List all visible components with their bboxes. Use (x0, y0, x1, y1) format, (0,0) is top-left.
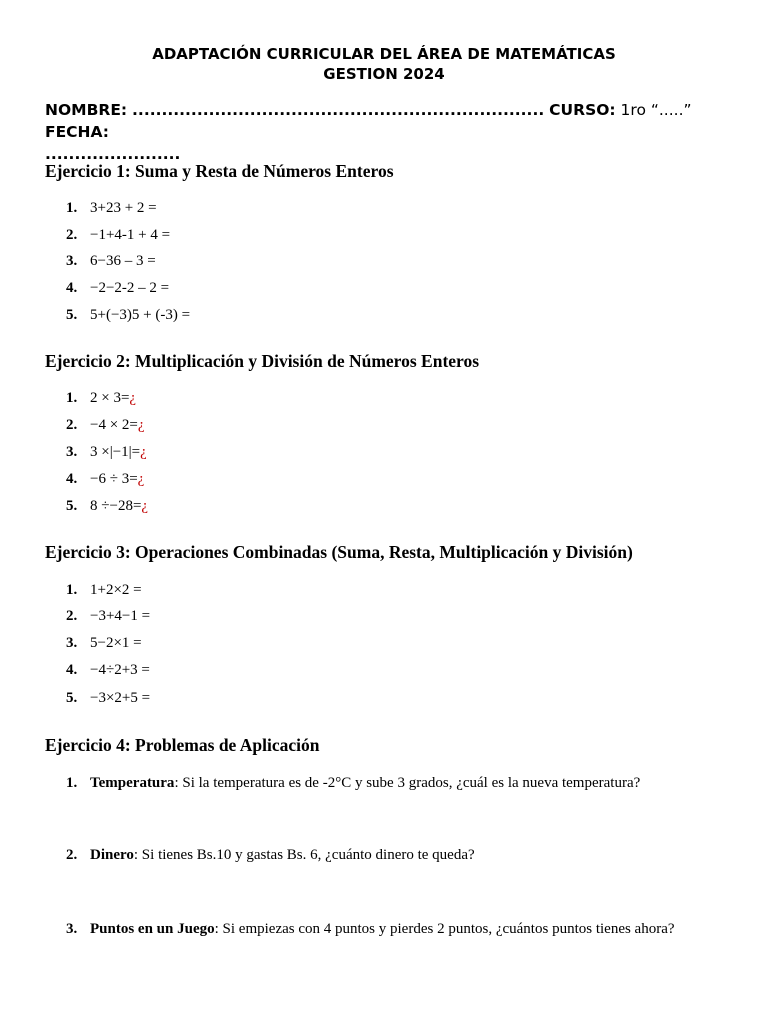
list-item: 5. −3×2+5 = (66, 690, 151, 706)
list-item: 5. 5+(−3)5 + (-3) = (66, 307, 191, 323)
curso-label: CURSO: (549, 101, 616, 119)
fecha-label: FECHA: (45, 123, 110, 141)
exercise-2-heading: Ejercicio 2: Multiplicación y División de Números Enteros (45, 351, 480, 371)
list-item: 3. 3 ×|−1|=¿ (66, 444, 147, 460)
exercise-4-heading: Ejercicio 4: Problemas de Aplicación (45, 735, 320, 755)
list-item: 1. 1+2×2 = (66, 582, 142, 598)
list-item: 2. −1+4-1 + 4 = (66, 227, 171, 243)
document-subtitle: GESTION 2024 (323, 65, 445, 83)
list-item: 2. Dinero: Si tienes Bs.10 y gastas Bs. 6, ¿cuánto dinero te queda? (66, 847, 475, 863)
nombre-label: NOMBRE: (45, 101, 128, 119)
curso-value: 1ro “.....” (620, 101, 692, 119)
list-item: 1. 2 × 3=¿ (66, 390, 137, 406)
list-item: 4. −6 ÷ 3=¿ (66, 471, 145, 487)
exercise-1-heading: Ejercicio 1: Suma y Resta de Números Enteros (45, 161, 394, 181)
list-item: 4. −4÷2+3 = (66, 662, 150, 678)
document-title: ADAPTACIÓN CURRICULAR DEL ÁREA DE MATEMÁTICAS (152, 45, 616, 63)
list-item: 1. 3+23 + 2 = (66, 200, 157, 216)
list-item: 5. 8 ÷−28=¿ (66, 498, 149, 514)
list-item: 4. −2−2-2 – 2 = (66, 280, 170, 296)
list-item: 3. 5−2×1 = (66, 635, 142, 651)
fecha-blank: ....................... (45, 145, 181, 163)
list-item: 2. −3+4−1 = (66, 608, 151, 624)
list-item: 2. −4 × 2=¿ (66, 417, 145, 433)
list-item: 3. Puntos en un Juego: Si empiezas con 4 puntos y pierdes 2 puntos, ¿cuántos puntos tienes ahora? (66, 921, 675, 937)
student-info-line (45, 99, 735, 165)
list-item: 3. 6−36 – 3 = (66, 253, 156, 269)
exercise-3-heading: Ejercicio 3: Operaciones Combinadas (Suma, Resta, Multiplicación y División) (45, 542, 633, 562)
nombre-blank: ...................................................................... (132, 101, 545, 119)
list-item: 1. Temperatura: Si la temperatura es de -2°C y sube 3 grados, ¿cuál es la nueva temperatura? (66, 775, 641, 791)
